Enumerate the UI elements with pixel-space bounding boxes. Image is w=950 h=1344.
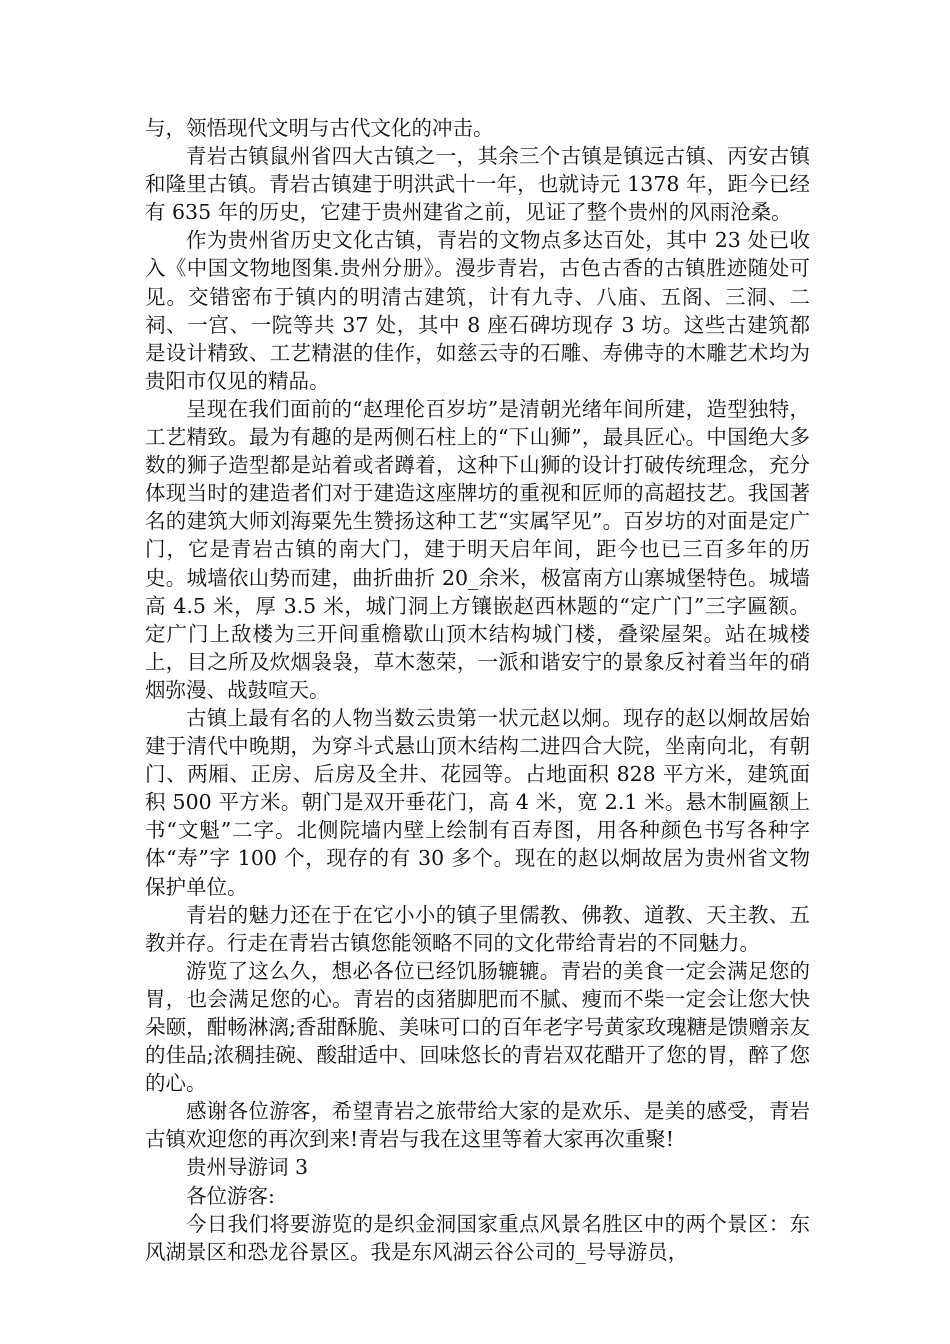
salutation: 各位游客:	[186, 1183, 275, 1208]
document-page	[145, 114, 810, 1266]
section-heading: 贵州导游词 3	[186, 1155, 309, 1180]
paragraph-5: 古镇上最有名的人物当数云贵第一状元赵以炯。现存的赵以炯故居始建于清代中晚期，为穿斗式悬山顶木结构二进四合大院，坐南向北，有朝门、两厢、正房、后房及全井、花园等。占地面积 828 平方米，建筑面积 500 平方米。朝门是双开垂花门，高 4 米，宽 2.1 米。悬木制匾额上书“文魁”二字。北侧院墙内壁上绘制有百寿图，用各种颜色书写各种字体“寿”字 100 个，现存的有 30 多个。现在的赵以炯故居为贵州省文物保护单位。	[145, 705, 810, 899]
paragraph-6: 青岩的魅力还在于在它小小的镇子里儒教、佛教、道教、天主教、五教并存。行走在青岩古镇您能领略不同的文化带给青岩的不同魅力。	[145, 902, 810, 955]
paragraph-1: 与，领悟现代文明与古代文化的冲击。	[145, 116, 494, 140]
paragraph-3: 作为贵州省历史文化古镇，青岩的文物点多达百处，其中 23 处已收入《中国文物地图集.贵州分册》。漫步青岩，古色古香的古镇胜迹随处可见。交错密布于镇内的明清古建筑，计有九寺、八庙、五阁、三洞、二祠、一宫、一院等共 37 处，其中 8 座石碑坊现存 3 坊。这些古建筑都是设计精致、工艺精湛的佳作，如慈云寺的石雕、寿佛寺的木雕艺术均为贵阳市仅见的精品。	[145, 228, 810, 393]
paragraph-7: 游览了这么久，想必各位已经饥肠辘辘。青岩的美食一定会满足您的胃，也会满足您的心。青岩的卤猪脚肥而不腻、瘦而不柴一定会让您大快朵颐，酣畅淋漓;香甜酥脆、美味可口的百年老字号黄家玫瑰糖是馈赠亲友的佳品;浓稠挂碗、酸甜适中、回味悠长的青岩双花醋开了您的胃，醉了您的心。	[145, 958, 810, 1096]
paragraph-4: 呈现在我们面前的“赵理伦百岁坊”是清朝光绪年间所建，造型独特，工艺精致。最为有趣的是两侧石柱上的“下山狮”，最具匠心。中国绝大多数的狮子造型都是站着或者蹲着，这种下山狮的设计打破传统理念，充分体现当时的建造者们对于建造这座牌坊的重视和匠师的高超技艺。我国著名的建筑大师刘海粟先生赞扬这种工艺“实属罕见”。百岁坊的对面是定广门，它是青岩古镇的南大门，建于明天启年间，距今也已三百多年的历史。城墙依山势而建，曲折曲折 20_余米，极富南方山寨城堡特色。城墙高 4.5 米，厚 3.5 米，城门洞上方镶嵌赵西林题的“定广门”三字匾额。定广门上敌楼为三开间重檐歇山顶木结构城门楼，叠梁屋架。站在城楼上，目之所及炊烟袅袅，草木葱荣，一派和谐安宁的景象反衬着当年的硝烟弥漫、战鼓喧天。	[145, 396, 810, 702]
paragraph-9: 今日我们将要游览的是织金洞国家重点风景名胜区中的两个景区：东风湖景区和恐龙谷景区。我是东风湖云谷公司的_号导游员，	[145, 1211, 810, 1264]
paragraph-2: 青岩古镇鼠州省四大古镇之一，其余三个古镇是镇远古镇、丙安古镇和隆里古镇。青岩古镇建于明洪武十一年，也就诗元 1378 年，距今已经有 635 年的历史，它建于贵州建省之前，见证了整个贵州的风雨沧桑。	[145, 144, 810, 225]
paragraph-8: 感谢各位游客，希望青岩之旅带给大家的是欢乐、是美的感受，青岩古镇欢迎您的再次到来!青岩与我在这里等着大家再次重聚!	[145, 1099, 810, 1152]
